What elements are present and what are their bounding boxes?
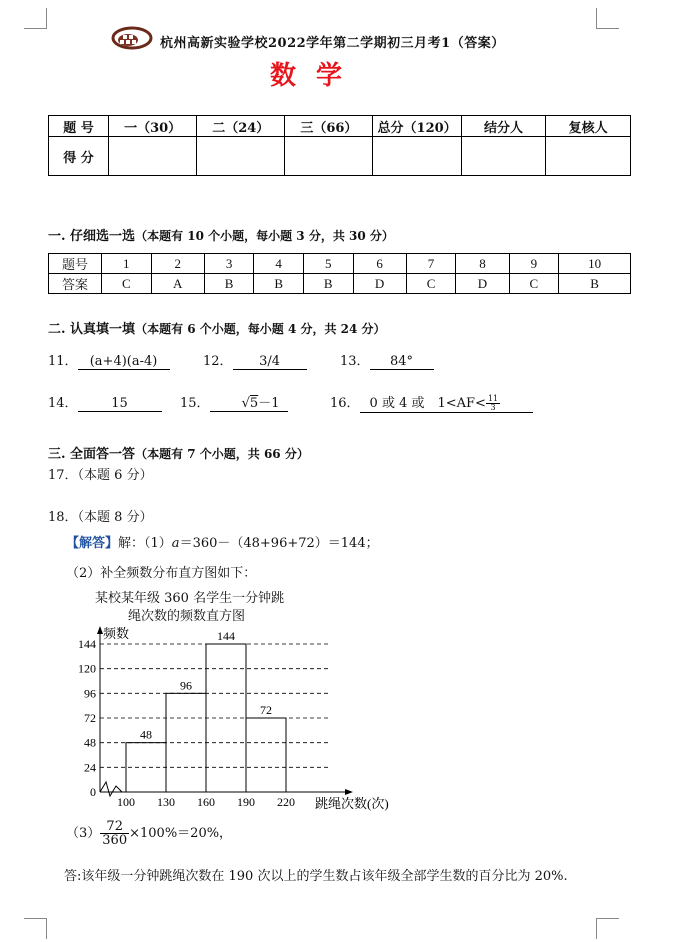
x-tick-label: 190 xyxy=(237,795,255,809)
answer-value-cell: B xyxy=(204,274,254,294)
answer-number-cell: 9 xyxy=(509,254,559,274)
crop-mark xyxy=(24,918,47,939)
answer-number-cell: 1 xyxy=(102,254,152,274)
q13 xyxy=(340,350,434,370)
section2-note: （本题有 6 个小题，每小题 4 分，共 24 分） xyxy=(135,322,386,336)
q12-answer: 3/4 xyxy=(233,354,307,370)
score-header-cell: 一（30） xyxy=(109,116,197,137)
y-tick-label: 48 xyxy=(84,735,96,750)
school-header: 杭州高新实验学校2022学年第二学期初三月考1（答案） xyxy=(160,36,505,51)
q15 xyxy=(180,392,288,412)
q15-number: 15． xyxy=(180,396,210,411)
crop-mark xyxy=(24,8,47,29)
subject-title: 数学 xyxy=(270,61,363,91)
q18-label: 18．（本题 8 分） xyxy=(48,510,153,525)
answer-value-cell: A xyxy=(151,274,204,294)
section3-note: （本题有 7 个小题，共 66 分） xyxy=(135,447,309,461)
score-header-cell: 复核人 xyxy=(546,116,631,137)
score-header-cell: 总分（120） xyxy=(373,116,461,137)
score-blank-cell xyxy=(285,137,373,176)
section1-heading xyxy=(48,225,394,244)
q14-answer: 15 xyxy=(78,396,162,412)
q16-answer xyxy=(360,392,533,413)
answer-value-cell: B xyxy=(559,274,631,294)
answer-value-cell: B xyxy=(303,274,353,294)
answer-number-cell: 5 xyxy=(303,254,353,274)
crop-mark xyxy=(596,918,619,939)
histogram-bar xyxy=(246,718,286,792)
score-header-cell: 结分人 xyxy=(461,116,546,137)
score-blank-cell xyxy=(373,137,461,176)
answer-row-label: 答案 xyxy=(49,274,102,294)
score-table xyxy=(48,115,631,176)
bar-value-label: 96 xyxy=(180,678,192,693)
q16 xyxy=(330,392,533,413)
q16-frac-den: 3 xyxy=(490,403,496,412)
q14-number: 14． xyxy=(48,396,78,411)
answer-row-label: 题号 xyxy=(49,254,102,274)
score-blank-cell xyxy=(461,137,546,176)
conclusion: 答:该年级一分钟跳绳次数在 190 次以上的学生数占该年级全部学生数的百分比为 20%. xyxy=(64,869,568,884)
section1-title: 一. 仔细选一选 xyxy=(48,229,136,244)
score-blank-cell xyxy=(546,137,631,176)
solution-line-1 xyxy=(66,532,379,551)
q11-number: 11． xyxy=(48,354,78,369)
solution-3-fraction xyxy=(100,820,129,847)
score-blank-cell xyxy=(109,137,197,176)
q16-number: 16． xyxy=(330,396,360,411)
y-tick-label: 0 xyxy=(90,785,96,799)
axis-break-icon xyxy=(100,782,122,796)
answer-number-cell: 6 xyxy=(353,254,406,274)
q14 xyxy=(48,392,162,412)
answer-number-cell: 2 xyxy=(151,254,204,274)
score-row-label: 得 分 xyxy=(49,137,109,176)
answer-value-cell: C xyxy=(509,274,559,294)
q11-answer: (a+4)(a-4) xyxy=(78,354,170,370)
answer-value-cell: C xyxy=(406,274,456,294)
answer-number-cell: 10 xyxy=(559,254,631,274)
solution-line-2: （2）补全频数分布直方图如下： xyxy=(66,566,257,581)
score-header-cell: 题 号 xyxy=(49,116,109,137)
answer-value-cell: C xyxy=(102,274,152,294)
q11 xyxy=(48,350,170,370)
x-tick-label: 220 xyxy=(277,795,295,809)
solution-line-3 xyxy=(66,820,232,847)
solution-3-num: 72 xyxy=(100,820,129,834)
section1-note: （本题有 10 个小题，每小题 3 分，共 30 分） xyxy=(135,229,394,243)
bar-value-label: 48 xyxy=(140,727,152,742)
solution-3-label: （3） xyxy=(66,826,101,841)
solution-3-den: 360 xyxy=(102,833,128,848)
x-axis-label: 跳绳次数(次) xyxy=(315,796,389,811)
school-logo-icon xyxy=(110,24,154,52)
solution-tag: 【解答】 xyxy=(66,536,119,551)
crop-mark xyxy=(596,8,619,29)
answer-value-cell: D xyxy=(456,274,509,294)
q16-fraction xyxy=(486,395,500,412)
q15-rest: －1 xyxy=(258,396,280,411)
q12-number: 12． xyxy=(203,354,233,369)
answer-number-cell: 7 xyxy=(406,254,456,274)
y-tick-label: 144 xyxy=(78,637,96,651)
q13-answer: 84° xyxy=(370,354,434,370)
answer-value-cell: B xyxy=(254,274,304,294)
y-tick-label: 72 xyxy=(84,711,96,725)
x-axis-arrow xyxy=(345,789,353,795)
bar-value-label: 72 xyxy=(260,703,272,717)
q12 xyxy=(203,350,307,370)
q13-number: 13． xyxy=(340,354,370,369)
sqrt-icon: √ xyxy=(241,396,250,411)
x-tick-label: 100 xyxy=(117,795,135,809)
section2-heading xyxy=(48,318,386,337)
answer-number-cell: 8 xyxy=(456,254,509,274)
q17-label: 17．（本题 6 分） xyxy=(48,468,153,483)
score-header-cell: 三（66） xyxy=(285,116,373,137)
y-tick-label: 96 xyxy=(84,686,96,701)
solution-1b: ＝360－（48+96+72）＝144； xyxy=(179,536,379,551)
solution-3-rest: ×100%＝20%， xyxy=(129,826,233,841)
answer-number-cell: 4 xyxy=(254,254,304,274)
y-tick-label: 24 xyxy=(84,760,96,775)
chart-title-line-1: 某校某年级 360 名学生一分钟跳 xyxy=(95,591,285,606)
score-blank-cell xyxy=(197,137,285,176)
x-tick-label: 160 xyxy=(197,795,215,809)
answer-number-cell: 3 xyxy=(204,254,254,274)
answer-value-cell: D xyxy=(353,274,406,294)
q15-radicand: 5 xyxy=(249,396,259,411)
bar-value-label: 144 xyxy=(217,629,235,643)
q15-answer xyxy=(210,392,288,412)
section2-title: 二. 认真填一填 xyxy=(48,322,136,337)
answer-table xyxy=(48,253,631,294)
y-axis-label: 频数 xyxy=(103,626,130,641)
histogram-chart xyxy=(40,620,410,820)
x-tick-label: 130 xyxy=(157,795,175,809)
chart-title-line-2: 绳次数的频数直方图 xyxy=(128,609,246,624)
section3-title: 三. 全面答一答 xyxy=(48,447,136,462)
q16-frac-num: 11 xyxy=(487,394,499,403)
y-tick-label: 120 xyxy=(78,661,96,676)
solution-var: a xyxy=(171,536,180,551)
q16-answer-text: 0 或 4 或 1<AF< xyxy=(369,396,486,411)
section3-heading xyxy=(48,443,309,462)
solution-1a: 解：（1） xyxy=(118,536,172,551)
score-header-cell: 二（24） xyxy=(197,116,285,137)
